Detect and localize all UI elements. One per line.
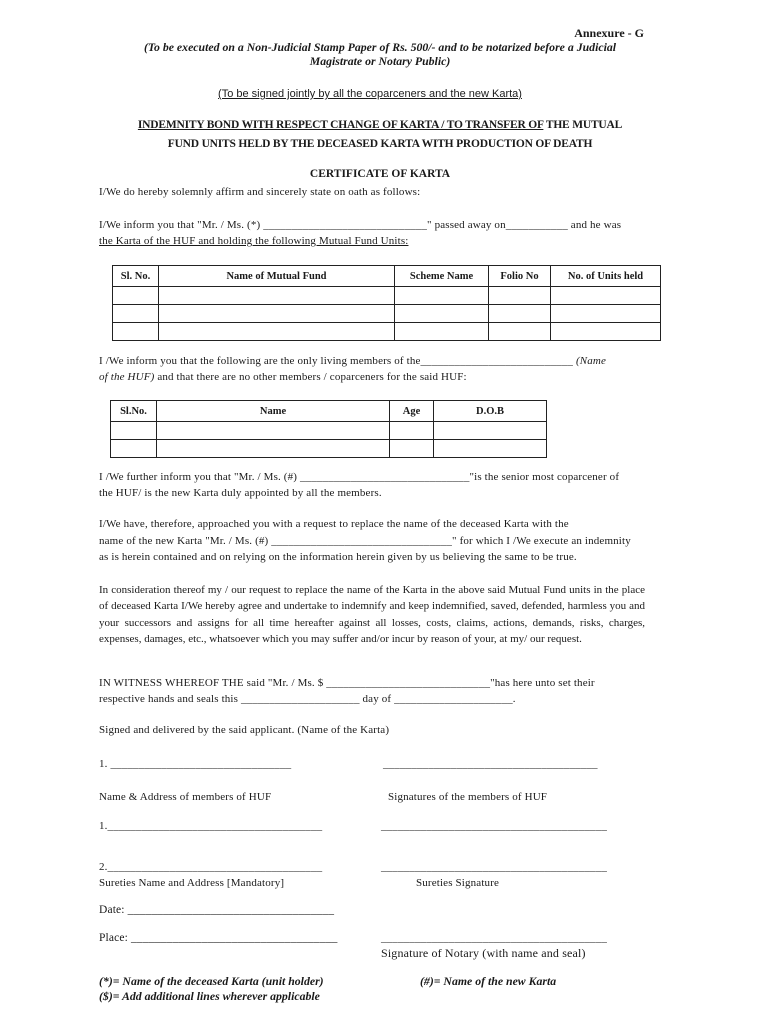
table-cell[interactable] xyxy=(159,287,395,305)
approached-line-2: name of the new Karta "Mr. / Ms. (#) ________________________________" for which I /We execute an indemnity xyxy=(99,535,631,547)
table-cell[interactable] xyxy=(111,422,157,440)
table-cell[interactable] xyxy=(551,323,661,341)
footnote-new-karta: (#)= Name of the new Karta xyxy=(420,974,557,988)
sureties-name-label: Sureties Name and Address [Mandatory] xyxy=(99,877,285,889)
table-cell[interactable] xyxy=(159,323,395,341)
col-header: D.O.B xyxy=(434,401,547,422)
consideration-paragraph: In consideration thereof my / our request to replace the name of the Karta in the above said Mutual Fund units in the place of deceased Karta I/We hereby agree and undertake to indemnify and keep indemnified, saved, defended, harmless you and your successors and assigns for all time hereafter against all losses, costs, claims, actions, demands, risks, charges, expenses, damages, etc., whatsoever which you may suffer and/or incur by reason of your, at my/ our request. xyxy=(99,584,645,645)
members-signatures-label: Signatures of the members of HUF xyxy=(388,791,548,803)
witness-line-1: IN WITNESS WHEREOF THE said "Mr. / Ms. $ _____________________________"has here unto set their xyxy=(99,677,595,689)
signature-line-2-left[interactable]: 1.______________________________________ xyxy=(99,820,323,832)
table-cell[interactable] xyxy=(113,305,159,323)
table-cell[interactable] xyxy=(551,287,661,305)
notary-signature-label: Signature of Notary (with name and seal) xyxy=(381,946,586,960)
col-header: Scheme Name xyxy=(395,266,489,287)
document-title-line-3: CERTIFICATE OF KARTA xyxy=(309,168,451,180)
footnote-additional-lines: ($)= Add additional lines wherever applicable xyxy=(99,989,320,1003)
signature-line-2-right[interactable]: ________________________________________ xyxy=(381,820,607,832)
table-cell[interactable] xyxy=(157,422,390,440)
annexure-label: Annexure - G xyxy=(574,26,644,40)
instruction-line-2: Magistrate or Notary Public) xyxy=(309,54,451,68)
table-cell[interactable] xyxy=(489,287,551,305)
table-cell[interactable] xyxy=(395,323,489,341)
approached-line-3: as is herein contained and on relying on the information herein given by us believing the same to be true. xyxy=(99,551,577,563)
col-header: Folio No xyxy=(489,266,551,287)
approached-line-1: I/We have, therefore, approached you with a request to replace the name of the deceased Karta with the xyxy=(99,518,569,530)
table-header-row xyxy=(113,266,661,287)
inform-deceased-line-2: the Karta of the HUF and holding the following Mutual Fund Units: xyxy=(99,235,409,247)
table-cell[interactable] xyxy=(489,305,551,323)
table-row xyxy=(111,440,547,458)
intro-text: I/We do hereby solemnly affirm and sincerely state on oath as follows: xyxy=(99,186,421,198)
col-header: Sl. No. xyxy=(113,266,159,287)
table-cell[interactable] xyxy=(390,422,434,440)
col-header: Sl.No. xyxy=(111,401,157,422)
table-cell[interactable] xyxy=(395,287,489,305)
inform-deceased-line-1: I/We inform you that "Mr. / Ms. (*) _____________________________" passed away on___________ and he was xyxy=(99,219,622,231)
signed-jointly-note: (To be signed jointly by all the coparceners and the new Karta) xyxy=(218,88,522,100)
table-cell[interactable] xyxy=(111,440,157,458)
date-field[interactable]: Date: ___________________________________ xyxy=(99,904,335,916)
table-cell[interactable] xyxy=(434,422,547,440)
inform-senior-line-1: I /We further inform you that "Mr. / Ms. (#) ______________________________"is the senior most coparcener of xyxy=(99,471,620,483)
document-title-line-2: FUND UNITS HELD BY THE DECEASED KARTA WITH PRODUCTION OF DEATH xyxy=(167,138,593,150)
huf-members-table xyxy=(110,400,547,458)
col-header: Name of Mutual Fund xyxy=(159,266,395,287)
signature-line-3-right[interactable]: ________________________________________ xyxy=(381,861,607,873)
col-header: Age xyxy=(390,401,434,422)
document-title-line-1 xyxy=(80,119,680,131)
table-row xyxy=(113,287,661,305)
instruction-line-1: (To be executed on a Non-Judicial Stamp Paper of Rs. 500/- and to be notarized before a Judicial xyxy=(143,40,617,54)
sureties-signature-label: Sureties Signature xyxy=(416,877,500,889)
table-cell[interactable] xyxy=(157,440,390,458)
inform-members-text: I /We inform you that the following are the only living members of the___________________________ xyxy=(99,355,576,367)
signed-delivered-text: Signed and delivered by the said applicant. (Name of the Karta) xyxy=(99,724,390,736)
table-cell[interactable] xyxy=(489,323,551,341)
mutual-fund-table xyxy=(112,265,661,341)
inform-members-line-1 xyxy=(99,355,606,367)
huf-name-hint: (Name xyxy=(575,355,607,367)
table-cell[interactable] xyxy=(434,440,547,458)
inform-members-line-2 xyxy=(99,371,467,383)
inform-members-text-cont: and that there are no other members / coparceners for the said HUF: xyxy=(154,371,467,383)
col-header: No. of Units held xyxy=(551,266,661,287)
notary-signature-line[interactable]: ________________________________________ xyxy=(381,932,607,944)
signature-line-1-right[interactable]: ______________________________________ xyxy=(383,758,598,770)
table-header-row xyxy=(111,401,547,422)
witness-line-2: respective hands and seals this _____________________ day of _____________________. xyxy=(99,693,516,705)
place-field[interactable]: Place: ___________________________________ xyxy=(99,932,338,944)
table-row xyxy=(111,422,547,440)
huf-name-hint-cont: of the HUF) xyxy=(99,371,155,383)
table-cell[interactable] xyxy=(395,305,489,323)
table-cell[interactable] xyxy=(390,440,434,458)
table-cell[interactable] xyxy=(551,305,661,323)
title-underlined: INDEMNITY BOND WITH RESPECT CHANGE OF KARTA / TO TRANSFER OF xyxy=(137,119,544,131)
table-row xyxy=(113,305,661,323)
title-rest: THE MUTUAL xyxy=(543,119,623,131)
signature-line-1-left[interactable]: 1. ________________________________ xyxy=(99,758,292,770)
table-cell[interactable] xyxy=(113,287,159,305)
signature-line-3-left[interactable]: 2.______________________________________ xyxy=(99,861,323,873)
table-row xyxy=(113,323,661,341)
table-cell[interactable] xyxy=(159,305,395,323)
col-header: Name xyxy=(157,401,390,422)
footnote-deceased-karta: (*)= Name of the deceased Karta (unit holder) xyxy=(99,974,324,988)
members-address-label: Name & Address of members of HUF xyxy=(99,791,272,803)
table-cell[interactable] xyxy=(113,323,159,341)
inform-senior-line-2: the HUF/ is the new Karta duly appointed by all the members. xyxy=(99,487,382,499)
